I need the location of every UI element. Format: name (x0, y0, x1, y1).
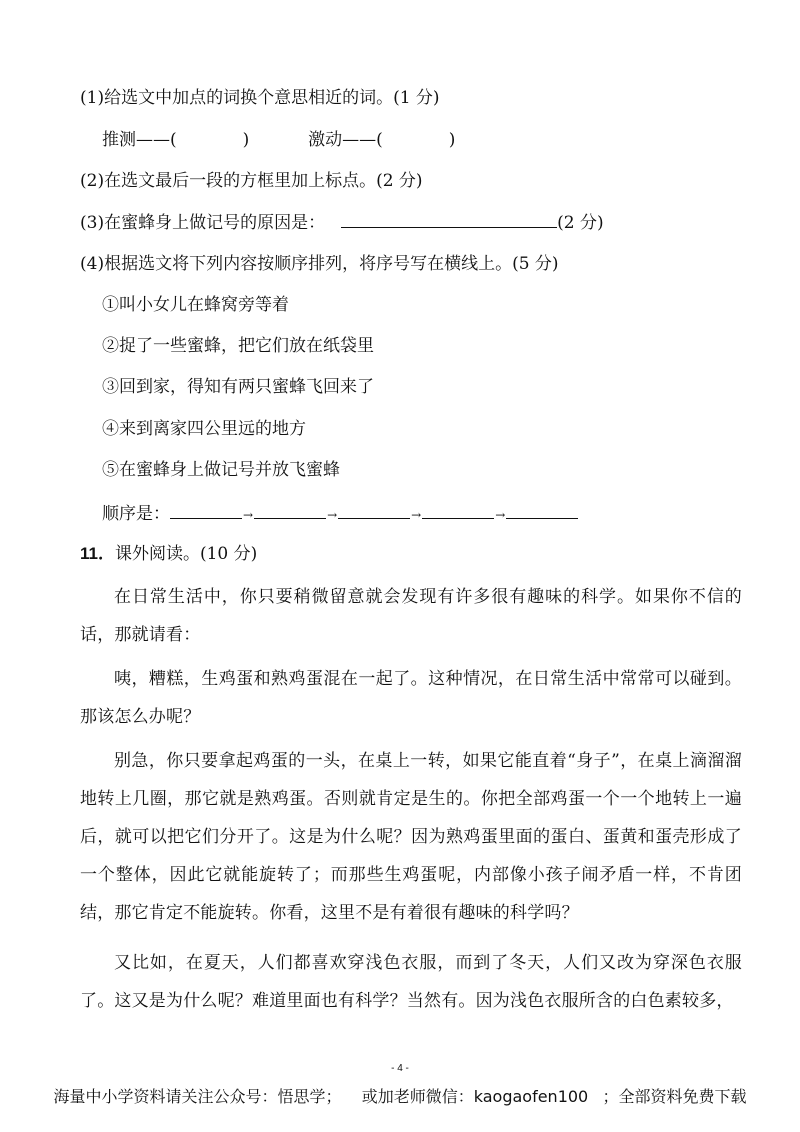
list-item: ①叫小女儿在蜂窝旁等着 (102, 295, 289, 315)
list-item: ②捉了一些蜜蜂，把它们放在纸袋里 (102, 336, 374, 356)
question-1-answers (102, 129, 455, 151)
question-4: (4)根据选文将下列内容按顺序排列，将序号写在横线上。(5 分) (80, 254, 559, 274)
question-3-score: (2 分) (557, 213, 604, 233)
order-blank-5[interactable] (506, 502, 578, 519)
word2-close: ) (448, 130, 456, 150)
footer-part-3: ；全部资料免费下载 (602, 1087, 747, 1106)
order-blank-4[interactable] (422, 502, 494, 519)
reading-paragraph-4: 又比如，在夏天，人们都喜欢穿浅色衣服，而到了冬天，人们又改为穿深色衣服了。这又是为什么呢？难道里面也有科学？当然有。因为浅色衣服所含的白色素较多， (80, 953, 742, 1011)
page-number: - 4 - (391, 1063, 409, 1074)
arrow-icon: → (243, 508, 254, 522)
arrow-icon: → (411, 508, 422, 522)
question-11-title: 课外阅读。(10 分) (114, 544, 258, 564)
footer-part-1: 海量中小学资料请关注公众号：悟思学； (53, 1087, 342, 1106)
question-11-heading (80, 543, 257, 565)
reading-paragraph-3: 别急，你只要拿起鸡蛋的一头，在桌上一转，如果它能直着“身子”，在桌上滴溜溜地转上几圈，那它就是熟鸡蛋。否则就肯定是生的。你把全部鸡蛋一个一个地转上一遍后，就可以把它们分开了。这是为什么呢？因为熟鸡蛋里面的蛋白、蛋黄和蛋壳形成了一个整体，因此它就能旋转了；而那些生鸡蛋呢，内部像小孩子闹矛盾一样，不肯团结，那它肯定不能旋转。你看，这里不是有着很有趣味的科学吗？ (80, 751, 742, 923)
footer-part-2: 或加老师微信：kaogaofen100 (361, 1087, 589, 1106)
answer-blank[interactable] (341, 211, 557, 228)
word1-label: 推测——( (102, 130, 177, 150)
footer (0, 1084, 800, 1107)
question-11-number: 11． (80, 544, 115, 563)
question-3-text: (3)在蜜蜂身上做记号的原因是： (80, 213, 326, 233)
order-blank-3[interactable] (338, 502, 410, 519)
order-blank-1[interactable] (170, 502, 242, 519)
reading-paragraph-2: 咦，糟糕，生鸡蛋和熟鸡蛋混在一起了。这种情况，在日常生活中常常可以碰到。那该怎么办呢？ (80, 669, 742, 727)
arrow-icon: → (327, 508, 338, 522)
reading-paragraph-1: 在日常生活中，你只要稍微留意就会发现有许多很有趣味的科学。如果你不信的话，那就请看： (80, 587, 742, 645)
list-item: ③回到家，得知有两只蜜蜂飞回来了 (102, 377, 374, 397)
list-item: ⑤在蜜蜂身上做记号并放飞蜜蜂 (102, 460, 340, 480)
order-label: 顺序是： (102, 504, 170, 524)
order-row (102, 502, 578, 526)
question-2: (2)在选文最后一段的方框里加上标点。(2 分) (80, 171, 423, 191)
question-3 (80, 211, 604, 234)
list-item: ④来到离家四公里远的地方 (102, 419, 306, 439)
word1-close: ) (242, 130, 250, 150)
question-1: (1)给选文中加点的词换个意思相近的词。(1 分) (80, 88, 440, 108)
arrow-icon: → (495, 508, 506, 522)
word2-label: 激动——( (308, 130, 383, 150)
order-blank-2[interactable] (254, 502, 326, 519)
